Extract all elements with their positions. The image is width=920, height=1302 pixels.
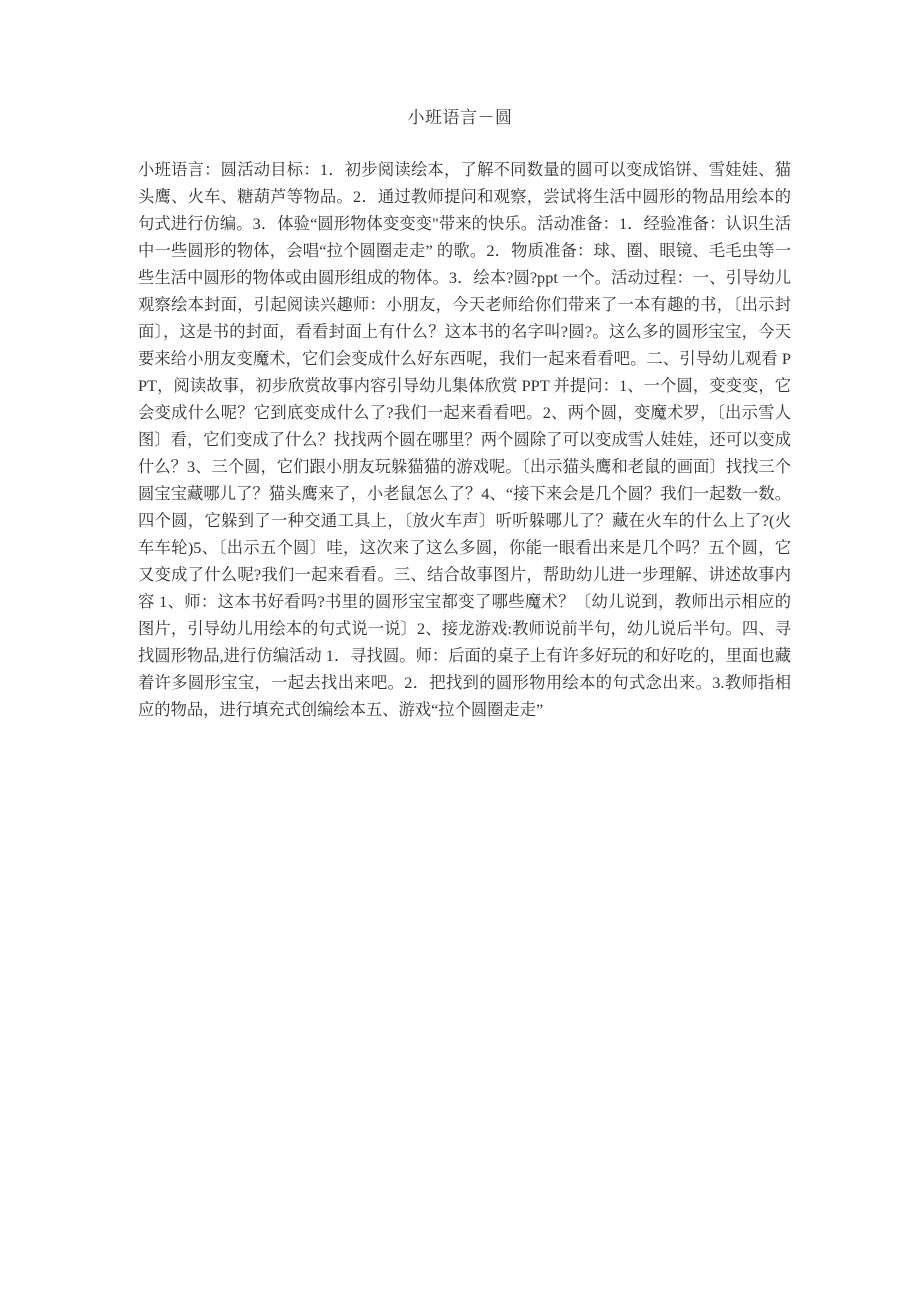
document-body-paragraph: 小班语言：圆活动目标：1．初步阅读绘本，了解不同数量的圆可以变成馅饼、雪娃娃、猫头鹰、火车、糖葫芦等物品。2．通过教师提问和观察，尝试将生活中圆形的物品用绘本的句式进行仿编。3．体验“圆形物体变变变"带来的快乐。活动准备：1．经验准备：认识生活中一些圆形的物体，会唱“拉个圆圈走走” 的歌。2．物质准备：球、圈、眼镜、毛毛虫等一些生活中圆形的物体或由圆形组成的物体。3．绘本?圆?ppt 一个。活动过程：一、引导幼儿观察绘本封面，引起阅读兴趣师：小朋友，今天老师给你们带来了一本有趣的书，〔出示封面〕，这是书的封面，看看封面上有什么？这本书的名字叫?圆?。这么多的圆形宝宝，今天要来给小朋友变魔术，它们会变成什么好东西呢，我们一起来看看吧。二、引导幼儿观看 PPT，阅读故事，初步欣赏故事内容引导幼儿集体欣赏 PPT 并提问：1、一个圆，变变变，它会变成什么呢？它到底变成什么了?我们一起来看看吧。2、两个圆，变魔术罗，〔出示雪人图〕看，它们变成了什么？找找两个圆在哪里？两个圆除了可以变成雪人娃娃，还可以变成什么？3、三个圆，它们跟小朋友玩躲猫猫的游戏呢。〔出示猫头鹰和老鼠的画面〕找找三个圆宝宝藏哪儿了？猫头鹰来了，小老鼠怎么了？4、“接下来会是几个圆？我们一起数一数。四个圆，它躲到了一种交通工具上，〔放火车声〕听听躲哪儿了？藏在火车的什么上了?(火车车轮)5、〔出示五个圆〕哇，这次来了这么多圆，你能一眼看出来是几个吗？五个圆，它又变成了什么呢?我们一起来看看。三、结合故事图片，帮助幼儿进一步理解、讲述故事内容 1、师：这本书好看吗?书里的圆形宝宝都变了哪些魔术？〔幼儿说到，教师出示相应的图片，引导幼儿用绘本的句式说一说〕2、接龙游戏:教师说前半句，幼儿说后半句。四、寻找圆形物品,进行仿编活动 1．寻找圆。师：后面的桌子上有许多好玩的和好吃的，里面也藏着许多圆形宝宝，一起去找出来吧。2．把找到的圆形物用绘本的句式念出来。3.教师指相应的物品，进行填充式创编绘本五、游戏“拉个圆圈走走” [138, 160, 791, 719]
document-title: 小班语言－圆 [407, 108, 513, 127]
